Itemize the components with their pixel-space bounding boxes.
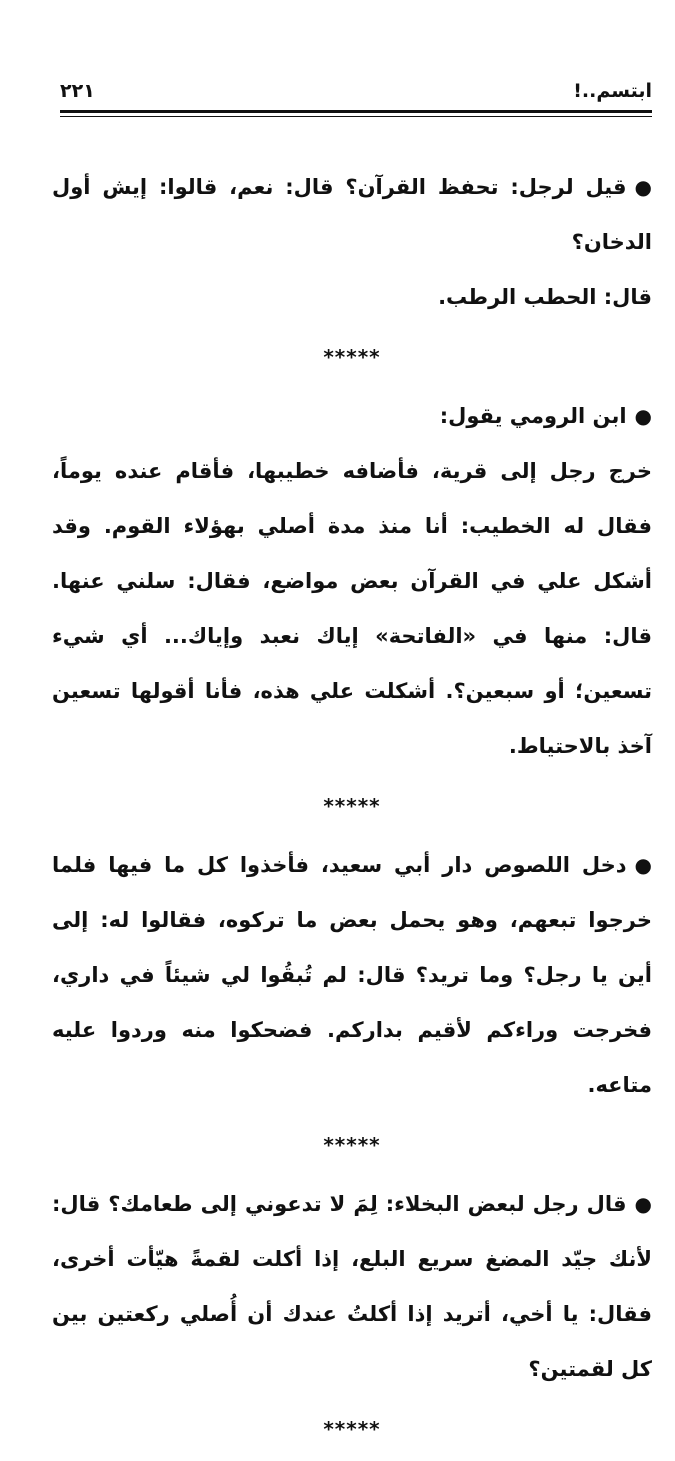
section-divider-1: ***** xyxy=(323,345,381,369)
header-rule-thin xyxy=(60,116,652,117)
page-header xyxy=(60,80,652,112)
page-number: ٢٢١ xyxy=(60,80,95,102)
section-divider-3: ***** xyxy=(323,1133,381,1157)
anecdote-4-body xyxy=(52,1177,652,1397)
anecdote-1-answer: قال: الحطب الرطب. xyxy=(438,285,652,309)
anecdote-2-intro xyxy=(52,389,652,444)
section-divider-2: ***** xyxy=(323,794,381,818)
anecdote-1-question xyxy=(52,160,652,270)
anecdote-2-intro-text: ابن الرومي يقول: xyxy=(439,404,627,428)
bullet-icon: ● xyxy=(634,175,652,199)
page-body xyxy=(52,160,652,1461)
header-rule xyxy=(60,110,652,113)
anecdote-1-question-text: قيل لرجل: تحفظ القرآن؟ قال: نعم، قالوا: إيش أول الدخان؟ xyxy=(52,175,652,254)
bullet-icon: ● xyxy=(634,404,652,428)
bullet-icon: ● xyxy=(634,853,652,877)
anecdote-4-text: قال رجل لبعض البخلاء: لِمَ لا تدعوني إلى طعامك؟ قال: لأنك جيّد المضغ سريع البلع، إذا أكلت لقمةً هيّأت أخرى، فقال: يا أخي، أتريد إذا أكلتُ عندك أن أُصلي ركعتين بين كل لقمتين؟ xyxy=(52,1192,652,1381)
anecdote-2-body: خرج رجل إلى قرية، فأضافه خطيبها، فأقام عنده يوماً، فقال له الخطيب: أنا منذ مدة أصلي بهؤلاء القوم. وقد أشكل علي في القرآن بعض مواضع، فقال: سلني عنها. قال: منها في «الفاتحة» إياك نعبد وإياك... أي شيء تسعين؛ أو سبعين؟. أشكلت علي هذه، فأنا أقولها تسعين آخذ بالاحتياط. xyxy=(52,459,652,758)
section-divider-4: ***** xyxy=(323,1417,381,1441)
running-head: ابتسم..! xyxy=(573,80,652,102)
anecdote-3-text: دخل اللصوص دار أبي سعيد، فأخذوا كل ما فيها فلما خرجوا تبعهم، وهو يحمل بعض ما تركوه، فقالوا له: إلى أين يا رجل؟ وما تريد؟ قال: لم تُبقُوا لي شيئاً في داري، فخرجت وراءكم لأقيم بداركم. فضحكوا منه وردوا عليه متاعه. xyxy=(52,853,652,1097)
anecdote-3-body xyxy=(52,838,652,1113)
bullet-icon: ● xyxy=(634,1192,652,1216)
